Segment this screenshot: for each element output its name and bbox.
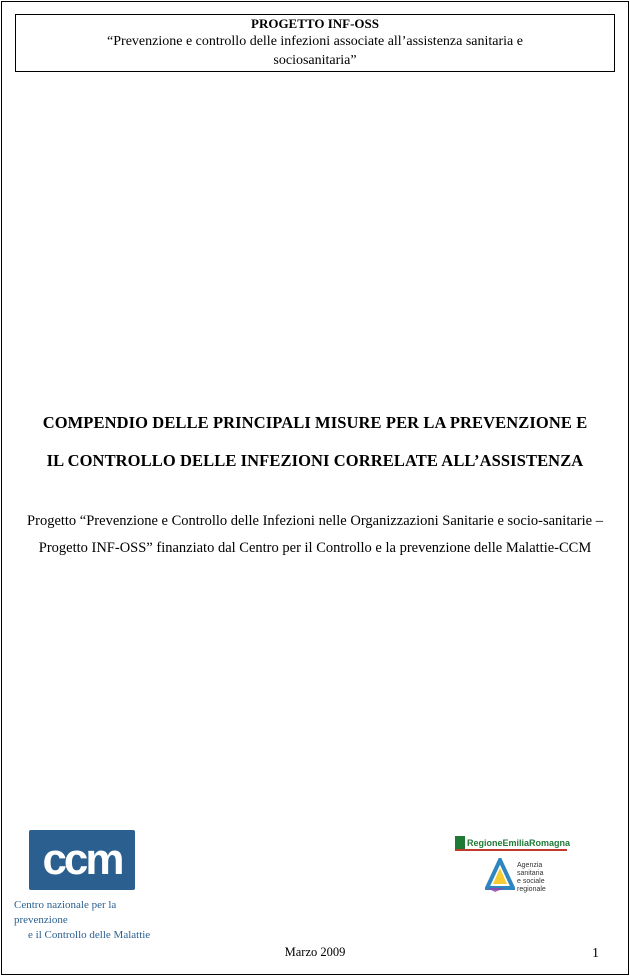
header-subtitle: “Prevenzione e controllo delle infezioni associate all’assistenza sanitaria e sociosanitaria” — [107, 34, 523, 68]
agency-name — [517, 862, 546, 894]
agency-line-1: Agenzia — [517, 862, 543, 869]
header-box — [15, 14, 615, 72]
page-frame — [1, 1, 629, 975]
main-title-line-1: COMPENDIO DELLE PRINCIPALI MISURE PER LA PREVENZIONE E — [42, 413, 588, 432]
ccm-logo-mark: ccm — [29, 830, 135, 890]
ccm-caption-line-1: Centro nazionale per la prevenzione — [14, 899, 117, 926]
ccm-logo — [14, 830, 154, 945]
regione-flag-icon — [455, 836, 465, 850]
publication-date: Marzo 2009 — [284, 945, 346, 959]
regione-emilia-romagna-logo — [455, 832, 573, 902]
page-number: 1 — [592, 946, 599, 961]
main-title-line-2: IL CONTROLLO DELLE INFEZIONI CORRELATE ALL’ASSISTENZA — [46, 451, 584, 470]
agency-triangle-icon — [485, 858, 515, 894]
ccm-logo-caption — [14, 898, 154, 943]
agency-line-2: sanitaria — [517, 870, 544, 877]
project-description: Progetto “Prevenzione e Controllo delle Infezioni nelle Organizzazioni Sanitarie e socio-sanitarie – Progetto INF-OSS” finanziato dal Centro per il Controllo e la prevenzione delle Malattie-CCM — [27, 513, 603, 556]
regione-logo-text: RegioneEmiliaRomagna — [467, 838, 571, 848]
agency-line-4: regionale — [517, 886, 546, 893]
ccm-caption-line-2: e il Controllo delle Malattie — [28, 929, 151, 941]
regione-logo-underline — [455, 849, 567, 851]
regione-logo-bar — [455, 836, 571, 850]
agency-line-3: e sociale — [517, 878, 545, 885]
main-title — [0, 404, 630, 480]
header-title: PROGETTO INF-OSS — [251, 16, 379, 31]
